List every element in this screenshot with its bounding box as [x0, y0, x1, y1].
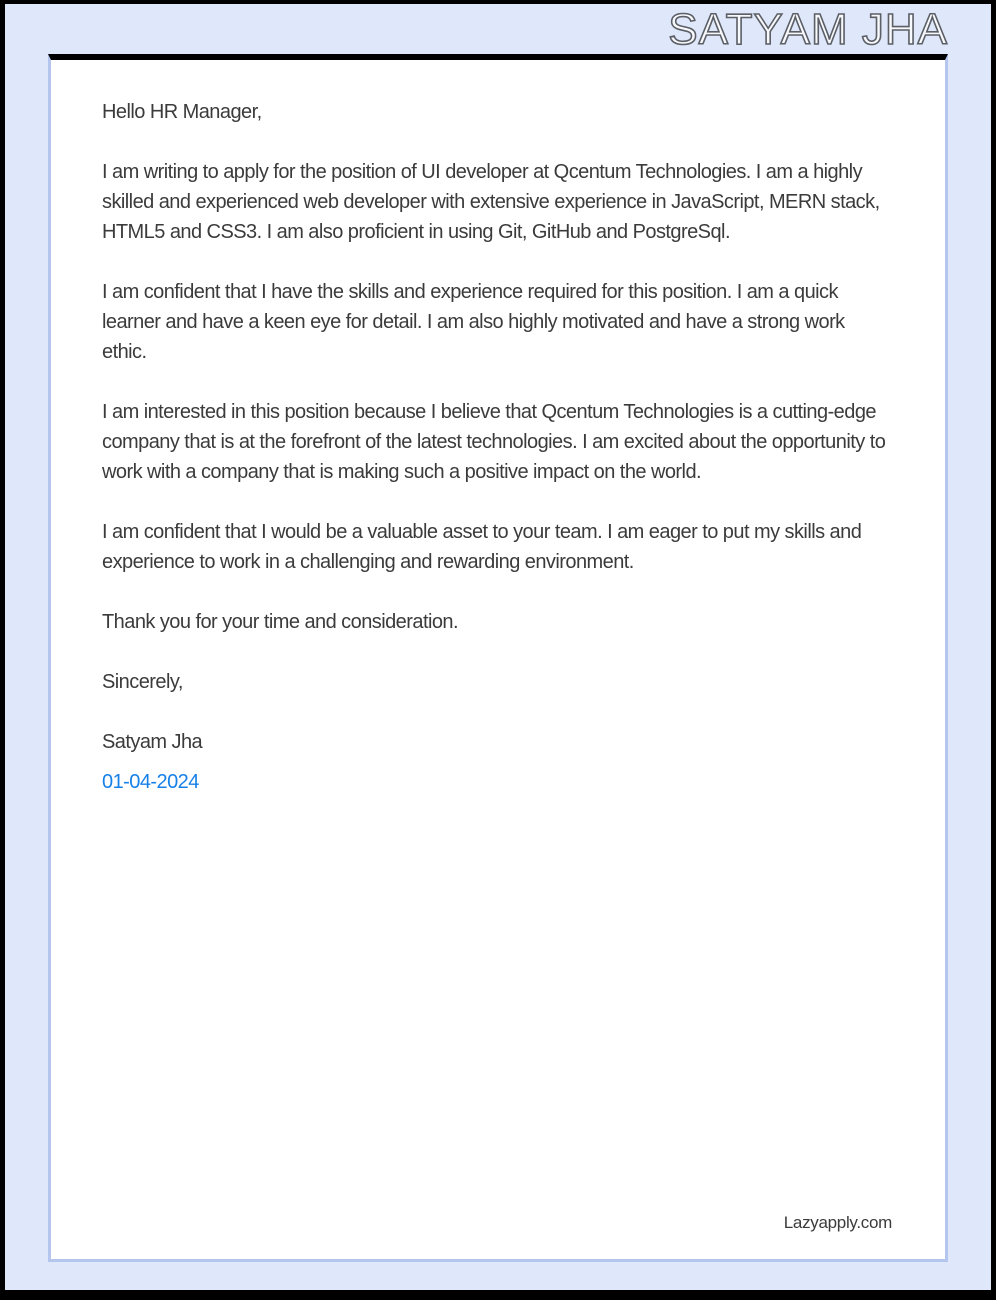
applicant-name-header: SATYAM JHA	[668, 5, 948, 54]
lazyapply-brand-link[interactable]: Lazyapply.com	[783, 1213, 892, 1232]
letter-paragraph: I am writing to apply for the position of UI developer at Qcentum Technologies. I am a highly skilled and experienced web developer with extensive experience in JavaScript, MERN stack, HTML5 and CSS3. I am also proficient in using Git, GitHub and PostgreSql.	[102, 161, 880, 243]
letter-thanks: Thank you for your time and consideration.	[102, 611, 458, 633]
letter-greeting: Hello HR Manager,	[102, 101, 262, 123]
letter-paragraph: I am interested in this position because I believe that Qcentum Technologies is a cutting-edge company that is at the forefront of the latest technologies. I am excited about the opportunity to work with a company that is making such a positive impact on the world.	[102, 401, 886, 483]
letter-sheet	[48, 54, 948, 1262]
letter-closing: Sincerely,	[102, 671, 183, 693]
letter-paragraph: I am confident that I would be a valuable asset to your team. I am eager to put my skills and experience to work in a challenging and rewarding environment.	[102, 521, 862, 573]
letter-date-link[interactable]: 01-04-2024	[102, 771, 199, 793]
letter-paragraph: I am confident that I have the skills and experience required for this position. I am a quick learner and have a keen eye for detail. I am also highly motivated and have a strong work ethic.	[102, 281, 845, 363]
letter-body	[51, 60, 945, 797]
letter-signature: Satyam Jha	[102, 731, 203, 753]
